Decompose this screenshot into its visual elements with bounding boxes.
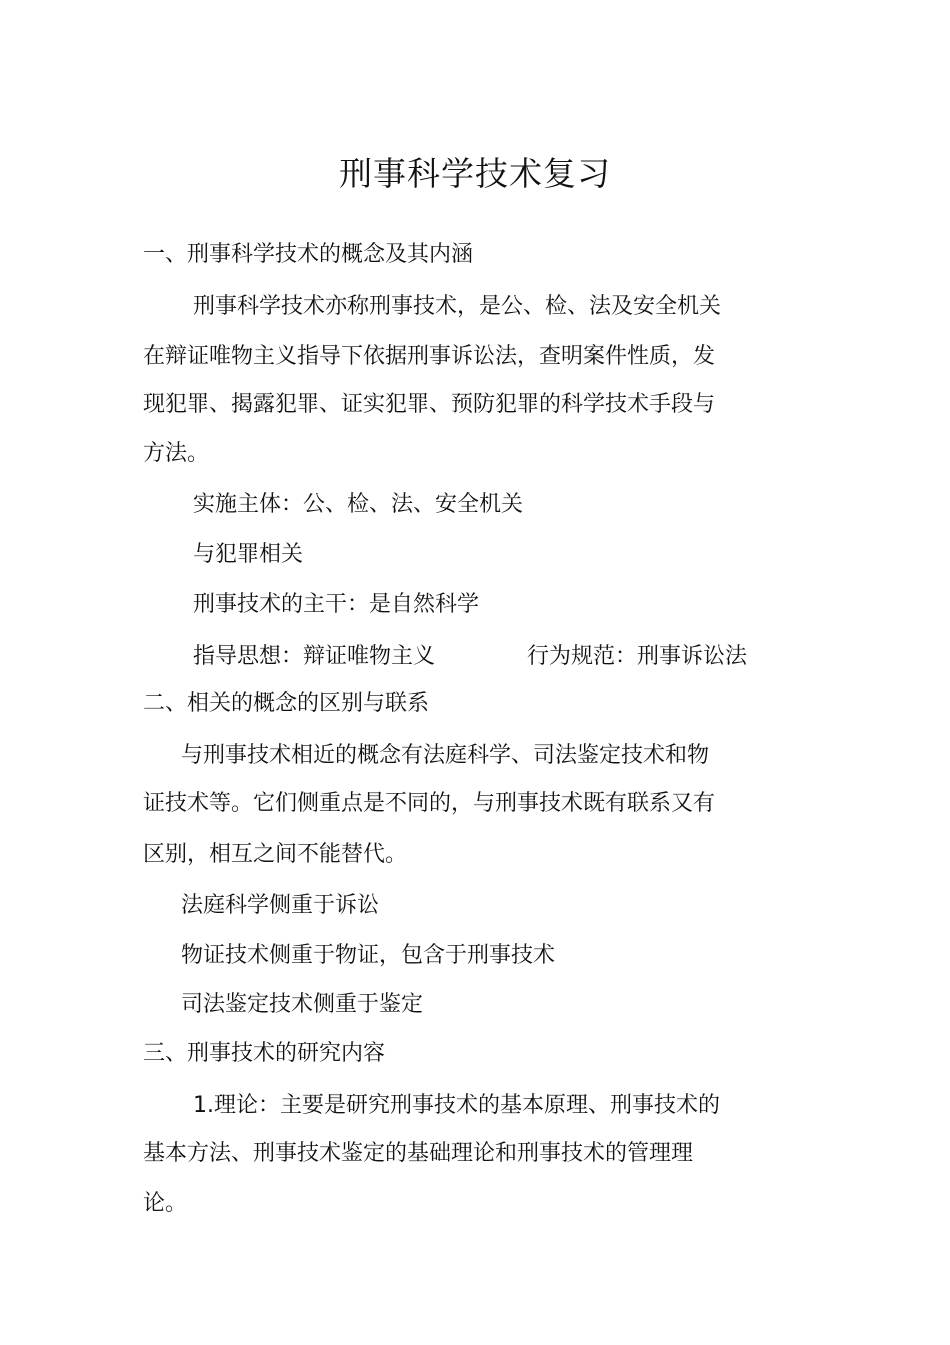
paragraph-line: 在辩证唯物主义指导下依据刑事诉讼法，查明案件性质，发: [143, 344, 716, 369]
judicial-line: 司法鉴定技术侧重于鉴定: [181, 992, 424, 1017]
paragraph-line: 证技术等。它们侧重点是不同的，与刑事技术既有联系又有: [143, 791, 716, 816]
page-title: 刑事科学技术复习: [339, 154, 611, 193]
related-line: 与犯罪相关: [193, 542, 304, 567]
paragraph-line: 现犯罪、揭露犯罪、证实犯罪、预防犯罪的科学技术手段与: [143, 392, 716, 417]
paragraph-line: 论。: [143, 1191, 188, 1216]
section-heading-1: 一、刑事科学技术的概念及其内涵: [143, 242, 474, 267]
norm-line: 行为规范：刑事诉讼法: [527, 644, 748, 669]
section-heading-3: 三、刑事技术的研究内容: [143, 1041, 386, 1066]
paragraph-line: 基本方法、刑事技术鉴定的基础理论和刑事技术的管理理: [143, 1141, 694, 1166]
paragraph-line: 区别，相互之间不能替代。: [143, 842, 408, 867]
paragraph-line: 刑事科学技术亦称刑事技术，是公、检、法及安全机关: [193, 294, 722, 319]
section-heading-2: 二、相关的概念的区别与联系: [143, 691, 430, 716]
paragraph-line: 方法。: [143, 441, 210, 466]
physical-evidence-line: 物证技术侧重于物证，包含于刑事技术: [181, 943, 556, 968]
paragraph-line: 与刑事技术相近的概念有法庭科学、司法鉴定技术和物: [181, 743, 710, 768]
guiding-line: 指导思想：辩证唯物主义: [193, 644, 436, 669]
paragraph-line: 1.理论：主要是研究刑事技术的基本原理、刑事技术的: [193, 1093, 720, 1118]
backbone-line: 刑事技术的主干：是自然科学: [193, 592, 480, 617]
implementer-line: 实施主体：公、检、法、安全机关: [193, 492, 524, 517]
forensic-line: 法庭科学侧重于诉讼: [181, 893, 380, 918]
